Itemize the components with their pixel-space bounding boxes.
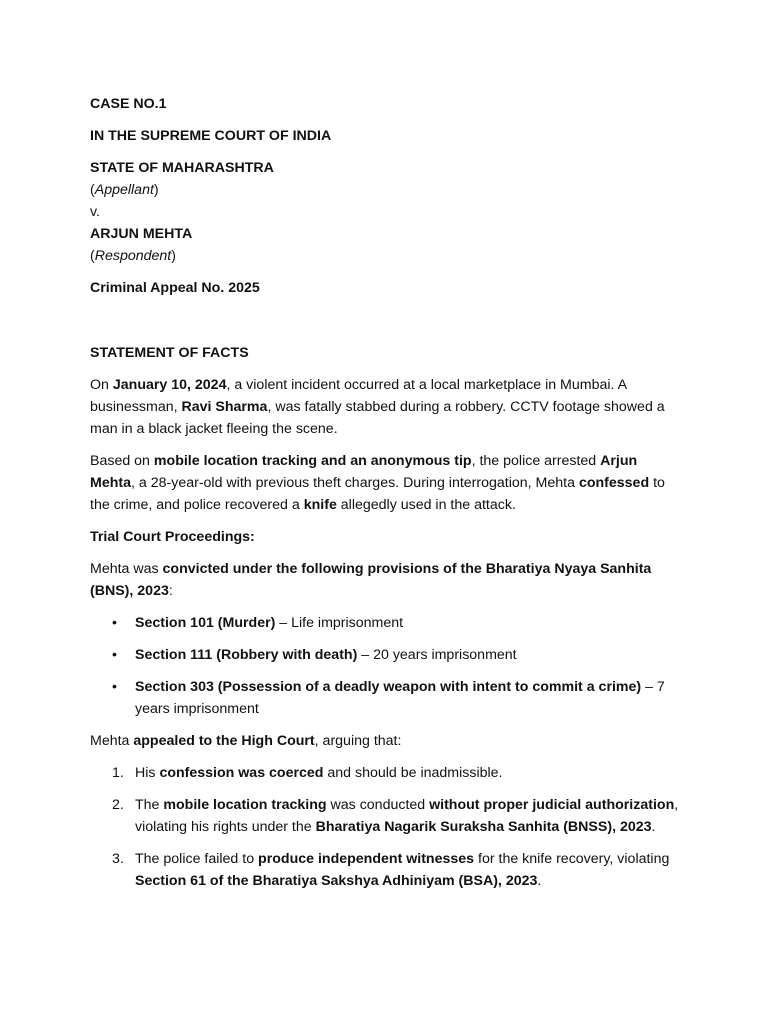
parties-block bbox=[90, 157, 680, 267]
appellant-role: (Appellant) bbox=[90, 182, 159, 198]
court-name: IN THE SUPREME COURT OF INDIA bbox=[90, 128, 332, 144]
conviction-paragraph: Mehta was convicted under the following provisions of the Bharatiya Nyaya Sanhita (BNS), 2023: bbox=[90, 561, 652, 599]
facts-heading: STATEMENT OF FACTS bbox=[90, 345, 249, 361]
document-page bbox=[90, 93, 680, 892]
list-item: • Section 303 (Possession of a deadly weapon with intent to commit a crime) – 7 years imprisonment bbox=[90, 676, 680, 720]
list-number: 1. bbox=[112, 765, 124, 781]
list-item: • Section 101 (Murder) – Life imprisonment bbox=[90, 612, 680, 634]
appellant-name: STATE OF MAHARASHTRA bbox=[90, 160, 274, 176]
list-item: • Section 111 (Robbery with death) – 20 years imprisonment bbox=[90, 644, 680, 666]
bullet-marker: • bbox=[112, 679, 117, 695]
respondent-name: ARJUN MEHTA bbox=[90, 226, 193, 242]
case-number: CASE NO.1 bbox=[90, 96, 167, 112]
bullet-marker: • bbox=[112, 615, 117, 631]
arguments-list bbox=[90, 762, 680, 892]
facts-paragraph-2: Based on mobile location tracking and an anonymous tip, the police arrested Arjun Mehta, a 28-year-old with previous theft charges. During interrogation, Mehta confessed to the crime, and police recovered a knife allegedly used in the attack. bbox=[90, 453, 665, 513]
appeal-paragraph: Mehta appealed to the High Court, arguing that: bbox=[90, 733, 402, 749]
trial-heading: Trial Court Proceedings: bbox=[90, 529, 255, 545]
list-item: 3. The police failed to produce independent witnesses for the knife recovery, violating Section 61 of the Bharatiya Sakshya Adhiniyam (BSA), 2023. bbox=[90, 848, 680, 892]
bullet-marker: • bbox=[112, 647, 117, 663]
facts-paragraph-1: On January 10, 2024, a violent incident occurred at a local marketplace in Mumbai. A businessman, Ravi Sharma, was fatally stabbed during a robbery. CCTV footage showed a man in a black jacket fleeing the scene. bbox=[90, 377, 665, 437]
respondent-role: (Respondent) bbox=[90, 248, 176, 264]
appeal-number: Criminal Appeal No. 2025 bbox=[90, 280, 260, 296]
versus: v. bbox=[90, 204, 100, 220]
list-number: 3. bbox=[112, 851, 124, 867]
list-item: 1. His confession was coerced and should be inadmissible. bbox=[90, 762, 680, 784]
list-item: 2. The mobile location tracking was conducted without proper judicial authorization, violating his rights under the Bharatiya Nagarik Suraksha Sanhita (BNSS), 2023. bbox=[90, 794, 680, 838]
list-number: 2. bbox=[112, 797, 124, 813]
sections-list bbox=[90, 612, 680, 720]
